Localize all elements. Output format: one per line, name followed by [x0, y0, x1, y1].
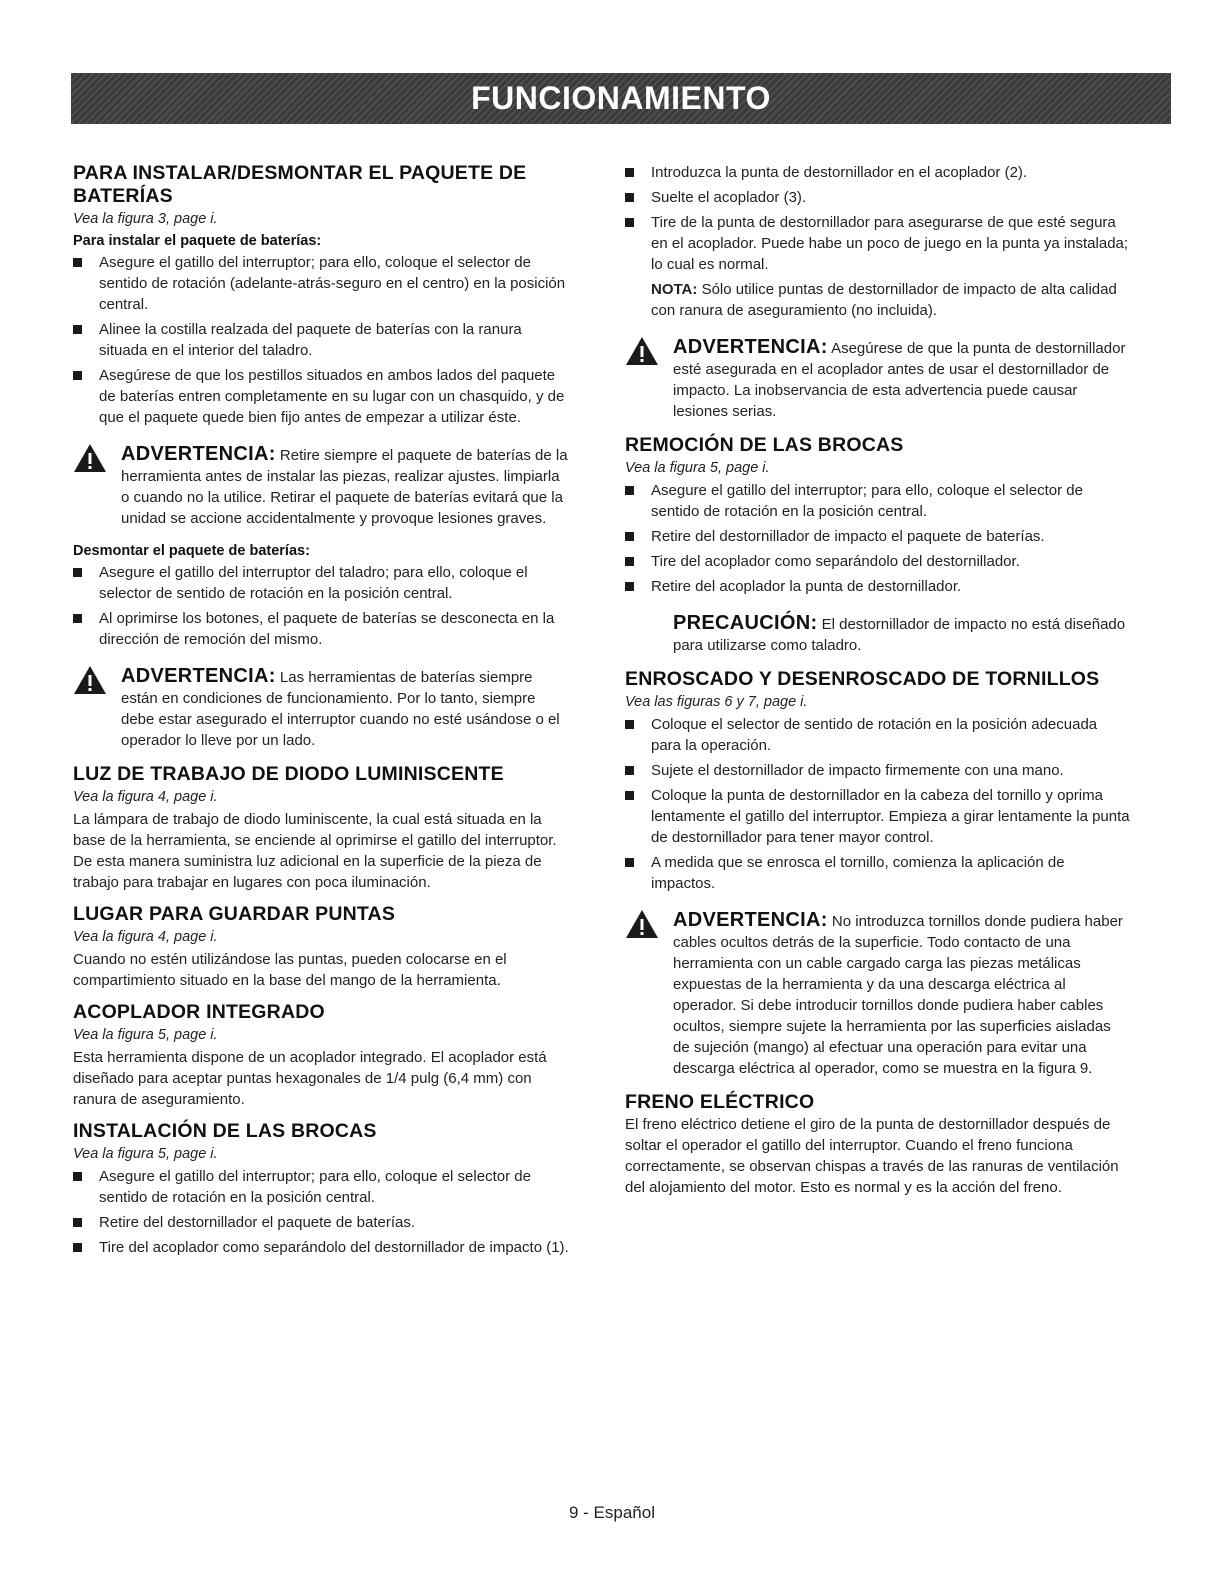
figure-ref: Vea las figuras 6 y 7, page i.: [625, 694, 808, 710]
list-item: Al oprimirse los botones, el paquete de baterías se desconecta en la dirección de remoción del mismo.: [73, 608, 569, 650]
bullet-icon: [625, 858, 634, 867]
bullet-icon: [625, 218, 634, 227]
list-item: Tire de la punta de destornillador para asegurarse de que esté segura en el acoplador. Puede habe un poco de juego en la punta ya instalada; lo cual es normal.: [625, 212, 1130, 275]
section-bit-storage: [73, 903, 569, 991]
warning-keyword: ADVERTENCIA:: [673, 909, 828, 931]
subheading-remove: Desmontar el paquete de baterías:: [73, 543, 310, 559]
bullet-icon: [73, 1172, 82, 1181]
list-item: Retire del destornillador de impacto el paquete de baterías.: [625, 526, 1130, 547]
section-bit-remove: [625, 434, 1130, 656]
warning-keyword: ADVERTENCIA:: [121, 665, 276, 687]
section-install-battery: [73, 162, 569, 751]
note-text: Sólo utilice puntas de destornillador de impacto de alta calidad con ranura de aseguramiento (no incluida).: [651, 281, 1117, 319]
list-item: Asegure el gatillo del interruptor; para ello, coloque el selector de sentido de rotación en la posición central.: [625, 480, 1130, 522]
figure-ref: Vea la figura 4, page i.: [73, 929, 218, 945]
list-item: Tire del acoplador como separándolo del destornillador de impacto (1).: [73, 1237, 569, 1258]
warning-text: Retire siempre el paquete de baterías de la herramienta antes de instalar las piezas, realizar ajustes. limpiarla o cuando no la utilice. Retirar el paquete de baterías evitará que la unidad se accione accidentalmente y provoque lesiones graves.: [121, 447, 568, 527]
subheading-install: Para instalar el paquete de baterías:: [73, 233, 322, 249]
section-banner: [71, 73, 1171, 124]
warning-block: [73, 444, 569, 529]
figure-ref: Vea la figura 5, page i.: [73, 1146, 218, 1162]
list-item: Sujete el destornillador de impacto firmemente con una mano.: [625, 760, 1130, 781]
bullet-icon: [625, 557, 634, 566]
caution-text: El destornillador de impacto no está diseñado para utilizarse como taladro.: [673, 616, 1126, 654]
list-bit-install: [73, 1166, 569, 1258]
bullet-icon: [625, 766, 634, 775]
bullet-icon: [73, 258, 82, 267]
list-item: Asegure el gatillo del interruptor; para ello, coloque el selector de sentido de rotación (adelante-atrás-seguro en el centro) en la posición central.: [73, 252, 569, 315]
note-block: [625, 279, 1130, 321]
list-item: Tire del acoplador como separándolo del destornillador.: [625, 551, 1130, 572]
banner-title: FUNCIONAMIENTO: [471, 80, 771, 116]
list-item: Suelte el acoplador (3).: [625, 187, 1130, 208]
section-coupler: [73, 1001, 569, 1110]
list-install: [73, 252, 569, 428]
caution-keyword: PRECAUCIÓN:: [673, 612, 818, 634]
bullet-icon: [73, 614, 82, 623]
list-item: Asegure el gatillo del interruptor; para ello, coloque el selector de sentido de rotación en la posición central.: [73, 1166, 569, 1208]
list-item: Coloque el selector de sentido de rotación en la posición adecuada para la operación.: [625, 714, 1130, 756]
list-item: Asegure el gatillo del interruptor del taladro; para ello, coloque el selector de sentido de rotación en la posición central.: [73, 562, 569, 604]
warning-block: [73, 666, 569, 751]
bullet-icon: [73, 1243, 82, 1252]
heading-install-battery: PARA INSTALAR/DESMONTAR EL PAQUETE DE BATERÍAS: [73, 162, 527, 207]
paragraph: La lámpara de trabajo de diodo luminiscente, la cual está situada en la base de la herramienta, se enciende al oprimirse el gatillo del interruptor. De esta manera suministra luz adicional en la superficie de la pieza de trabajo para trabajar en lugares con poca iluminación.: [73, 811, 557, 891]
section-screws: [625, 668, 1130, 1079]
section-electric-brake: [625, 1091, 1130, 1198]
figure-ref: Vea la figura 4, page i.: [73, 789, 218, 805]
warning-text: Asegúrese de que la punta de destornillador esté asegurada en el acoplador antes de usar el destornillador de impacto. La inobservancia de esta advertencia puede causar lesiones serias.: [673, 340, 1126, 420]
heading-led-light: LUZ DE TRABAJO DE DIODO LUMINISCENTE: [73, 763, 504, 785]
warning-triangle-icon: [73, 665, 107, 695]
page-number: 9 - Español: [569, 1503, 655, 1522]
heading-screws: ENROSCADO Y DESENROSCADO DE TORNILLOS: [625, 668, 1100, 690]
bullet-icon: [625, 486, 634, 495]
figure-ref: Vea la figura 3, page i.: [73, 211, 218, 227]
list-remove: [73, 562, 569, 650]
warning-triangle-icon: [73, 443, 107, 473]
section-bit-install-cont: [625, 162, 1130, 422]
warning-triangle-icon: [625, 909, 659, 939]
list-item: Introduzca la punta de destornillador en el acoplador (2).: [625, 162, 1130, 183]
paragraph: Esta herramienta dispone de un acoplador integrado. El acoplador está diseñado para aceptar puntas hexagonales de 1/4 pulg (6,4 mm) con ranura de aseguramiento.: [73, 1049, 547, 1108]
section-bit-install: [73, 1120, 569, 1258]
bullet-icon: [73, 325, 82, 334]
warning-keyword: ADVERTENCIA:: [121, 443, 276, 465]
warning-keyword: ADVERTENCIA:: [673, 336, 828, 358]
paragraph: El freno eléctrico detiene el giro de la punta de destornillador después de soltar el operador el gatillo del interruptor. Cuando el freno funciona correctamente, se observan chispas a través de las ranuras de ventilación del alojamiento del motor. Esto es normal y es la acción del freno.: [625, 1116, 1119, 1196]
bullet-icon: [625, 720, 634, 729]
list-item: Coloque la punta de destornillador en la cabeza del tornillo y oprima lentamente el gatillo del interruptor. Empieza a girar lentamente la punta de destornillador para tener mayor control.: [625, 785, 1130, 848]
warning-block: [625, 910, 1130, 1079]
warning-triangle-icon: [625, 336, 659, 366]
bullet-icon: [625, 168, 634, 177]
heading-bit-storage: LUGAR PARA GUARDAR PUNTAS: [73, 903, 396, 925]
warning-text: Las herramientas de baterías siempre están en condiciones de funcionamiento. Por lo tanto, siempre debe estar asegurado el interruptor cuando no esté usándose o el operador lo lleve por un lado.: [121, 669, 560, 749]
heading-bit-install: INSTALACIÓN DE LAS BROCAS: [73, 1120, 377, 1142]
figure-ref: Vea la figura 5, page i.: [73, 1027, 218, 1043]
list-bit-remove: [625, 480, 1130, 597]
left-column: [73, 162, 569, 1268]
paragraph: Cuando no estén utilizándose las puntas, pueden colocarse en el compartimiento situado en la base del mango de la herramienta.: [73, 951, 507, 989]
bullet-icon: [625, 582, 634, 591]
heading-bit-remove: REMOCIÓN DE LAS BROCAS: [625, 434, 904, 456]
section-led-light: [73, 763, 569, 893]
right-column: [625, 162, 1130, 1208]
bullet-icon: [625, 791, 634, 800]
warning-block: [625, 337, 1130, 422]
bullet-icon: [73, 371, 82, 380]
caution-block: [625, 613, 1130, 656]
list-bit-install-cont: [625, 162, 1130, 275]
note-label: NOTA:: [651, 281, 698, 298]
bullet-icon: [73, 1218, 82, 1227]
list-item: Asegúrese de que los pestillos situados en ambos lados del paquete de baterías entren completamente en su lugar con un chasquido, y de que el paquete quede bien fijo antes de empezar a utilizar éste.: [73, 365, 569, 428]
list-screws: [625, 714, 1130, 894]
list-item: Retire del destornillador el paquete de baterías.: [73, 1212, 569, 1233]
heading-coupler: ACOPLADOR INTEGRADO: [73, 1001, 325, 1023]
list-item: Retire del acoplador la punta de destornillador.: [625, 576, 1130, 597]
list-item: Alinee la costilla realzada del paquete de baterías con la ranura situada en el interior del taladro.: [73, 319, 569, 361]
heading-electric-brake: FRENO ELÉCTRICO: [625, 1091, 815, 1113]
figure-ref: Vea la figura 5, page i.: [625, 460, 770, 476]
warning-text: No introduzca tornillos donde pudiera haber cables ocultos detrás de la superficie. Todo contacto de una herramienta con un cable cargado carga las piezas metálicas expuestas de la herramienta y da una descarga eléctrica al operador. Si debe introducir tornillos donde pudiera haber cables ocultos, siempre sujete la herramienta por las superficies aisladas de sujeción (mango) al efectuar una operación para evitar una descarga eléctrica al operador, como se muestra en la figura 9.: [673, 913, 1123, 1077]
bullet-icon: [625, 532, 634, 541]
bullet-icon: [73, 568, 82, 577]
bullet-icon: [625, 193, 634, 202]
list-item: A medida que se enrosca el tornillo, comienza la aplicación de impactos.: [625, 852, 1130, 894]
